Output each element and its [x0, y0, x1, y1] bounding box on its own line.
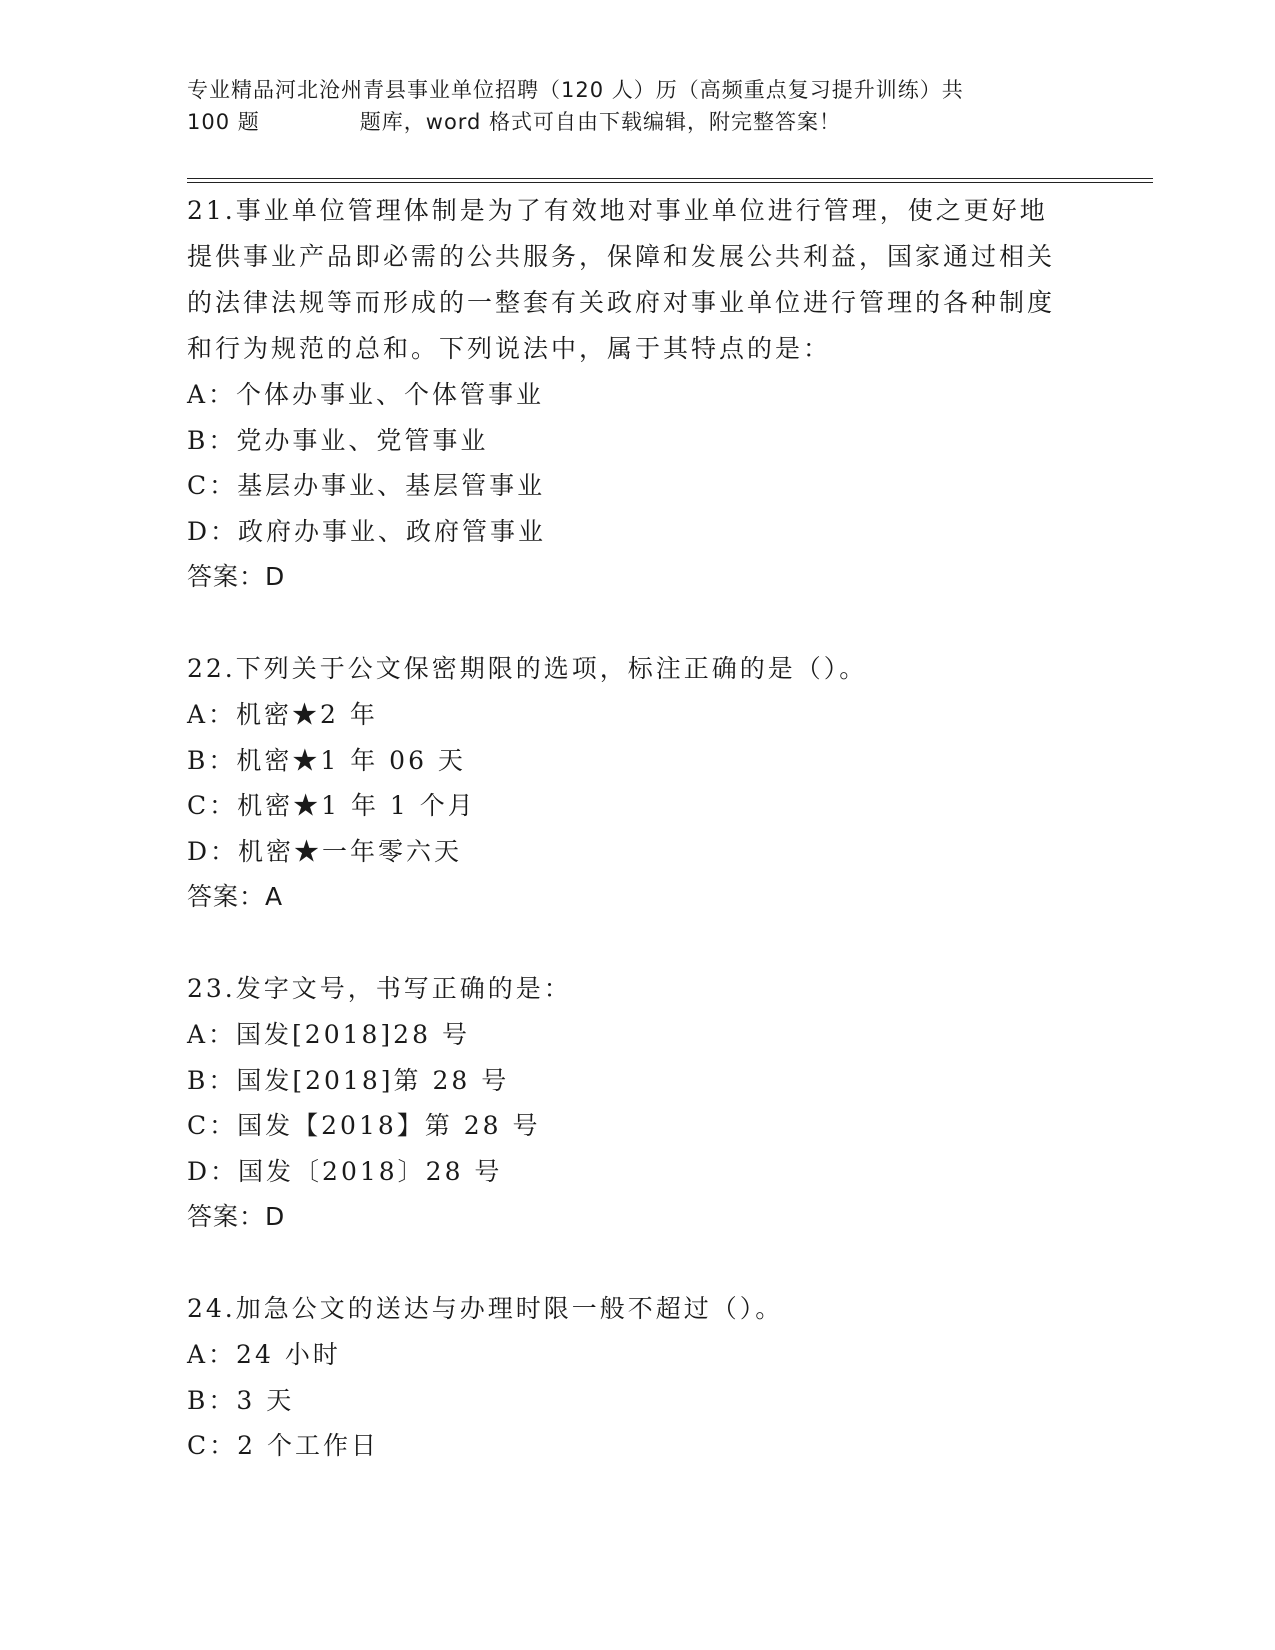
option-a: A：国发[2018]28 号	[187, 1020, 470, 1049]
question-21	[187, 188, 1087, 600]
option-d: D：政府办事业、政府管事业	[187, 516, 547, 546]
answer: 答案：A	[187, 882, 284, 911]
question-23	[187, 966, 1087, 1240]
option-b: B：国发[2018]第 28 号	[187, 1065, 510, 1095]
option-c: C：2 个工作日	[187, 1431, 379, 1460]
option-d: D：机密★一年零六天	[187, 836, 463, 866]
option-b: B：3 天	[187, 1385, 295, 1415]
option-c: C：国发【2018】第 28 号	[187, 1111, 541, 1140]
question-text: 23.发字文号，书写正确的是：	[187, 974, 572, 1003]
header-line-2	[187, 106, 1087, 138]
question-24	[187, 1286, 1087, 1469]
option-d: D：国发〔2018〕28 号	[187, 1156, 503, 1186]
page-header	[187, 74, 1087, 138]
option-a: A：机密★2 年	[187, 700, 378, 729]
answer: 答案：D	[187, 1202, 286, 1231]
question-text: 21.事业单位管理体制是为了有效地对事业单位进行管理，使之更好地提供事业产品即必需的公共服务，保障和发展公共利益，国家通过相关的法律法规等而形成的一整套有关政府对事业单位进行管理的各种制度和行为规范的总和。下列说法中，属于其特点的是：	[187, 196, 1056, 363]
option-c: C：基层办事业、基层管事业	[187, 471, 546, 500]
question-text: 22.下列关于公文保密期限的选项，标注正确的是（）。	[187, 654, 868, 683]
option-a: A：24 小时	[187, 1340, 341, 1369]
header-divider	[187, 178, 1153, 183]
header-description: 题库，word 格式可自由下载编辑，附完整答案！	[359, 110, 842, 134]
question-list	[187, 188, 1087, 1515]
option-b: B：机密★1 年 06 天	[187, 745, 466, 775]
option-a: A：个体办事业、个体管事业	[187, 380, 545, 409]
question-22	[187, 646, 1087, 920]
answer: 答案：D	[187, 562, 286, 591]
question-text: 24.加急公文的送达与办理时限一般不超过（）。	[187, 1294, 784, 1323]
header-line-1: 专业精品河北沧州青县事业单位招聘（120 人）历（高频重点复习提升训练）共	[187, 78, 964, 102]
option-c: C：机密★1 年 1 个月	[187, 791, 476, 820]
option-b: B：党办事业、党管事业	[187, 425, 489, 455]
header-question-count: 100 题	[187, 110, 260, 134]
